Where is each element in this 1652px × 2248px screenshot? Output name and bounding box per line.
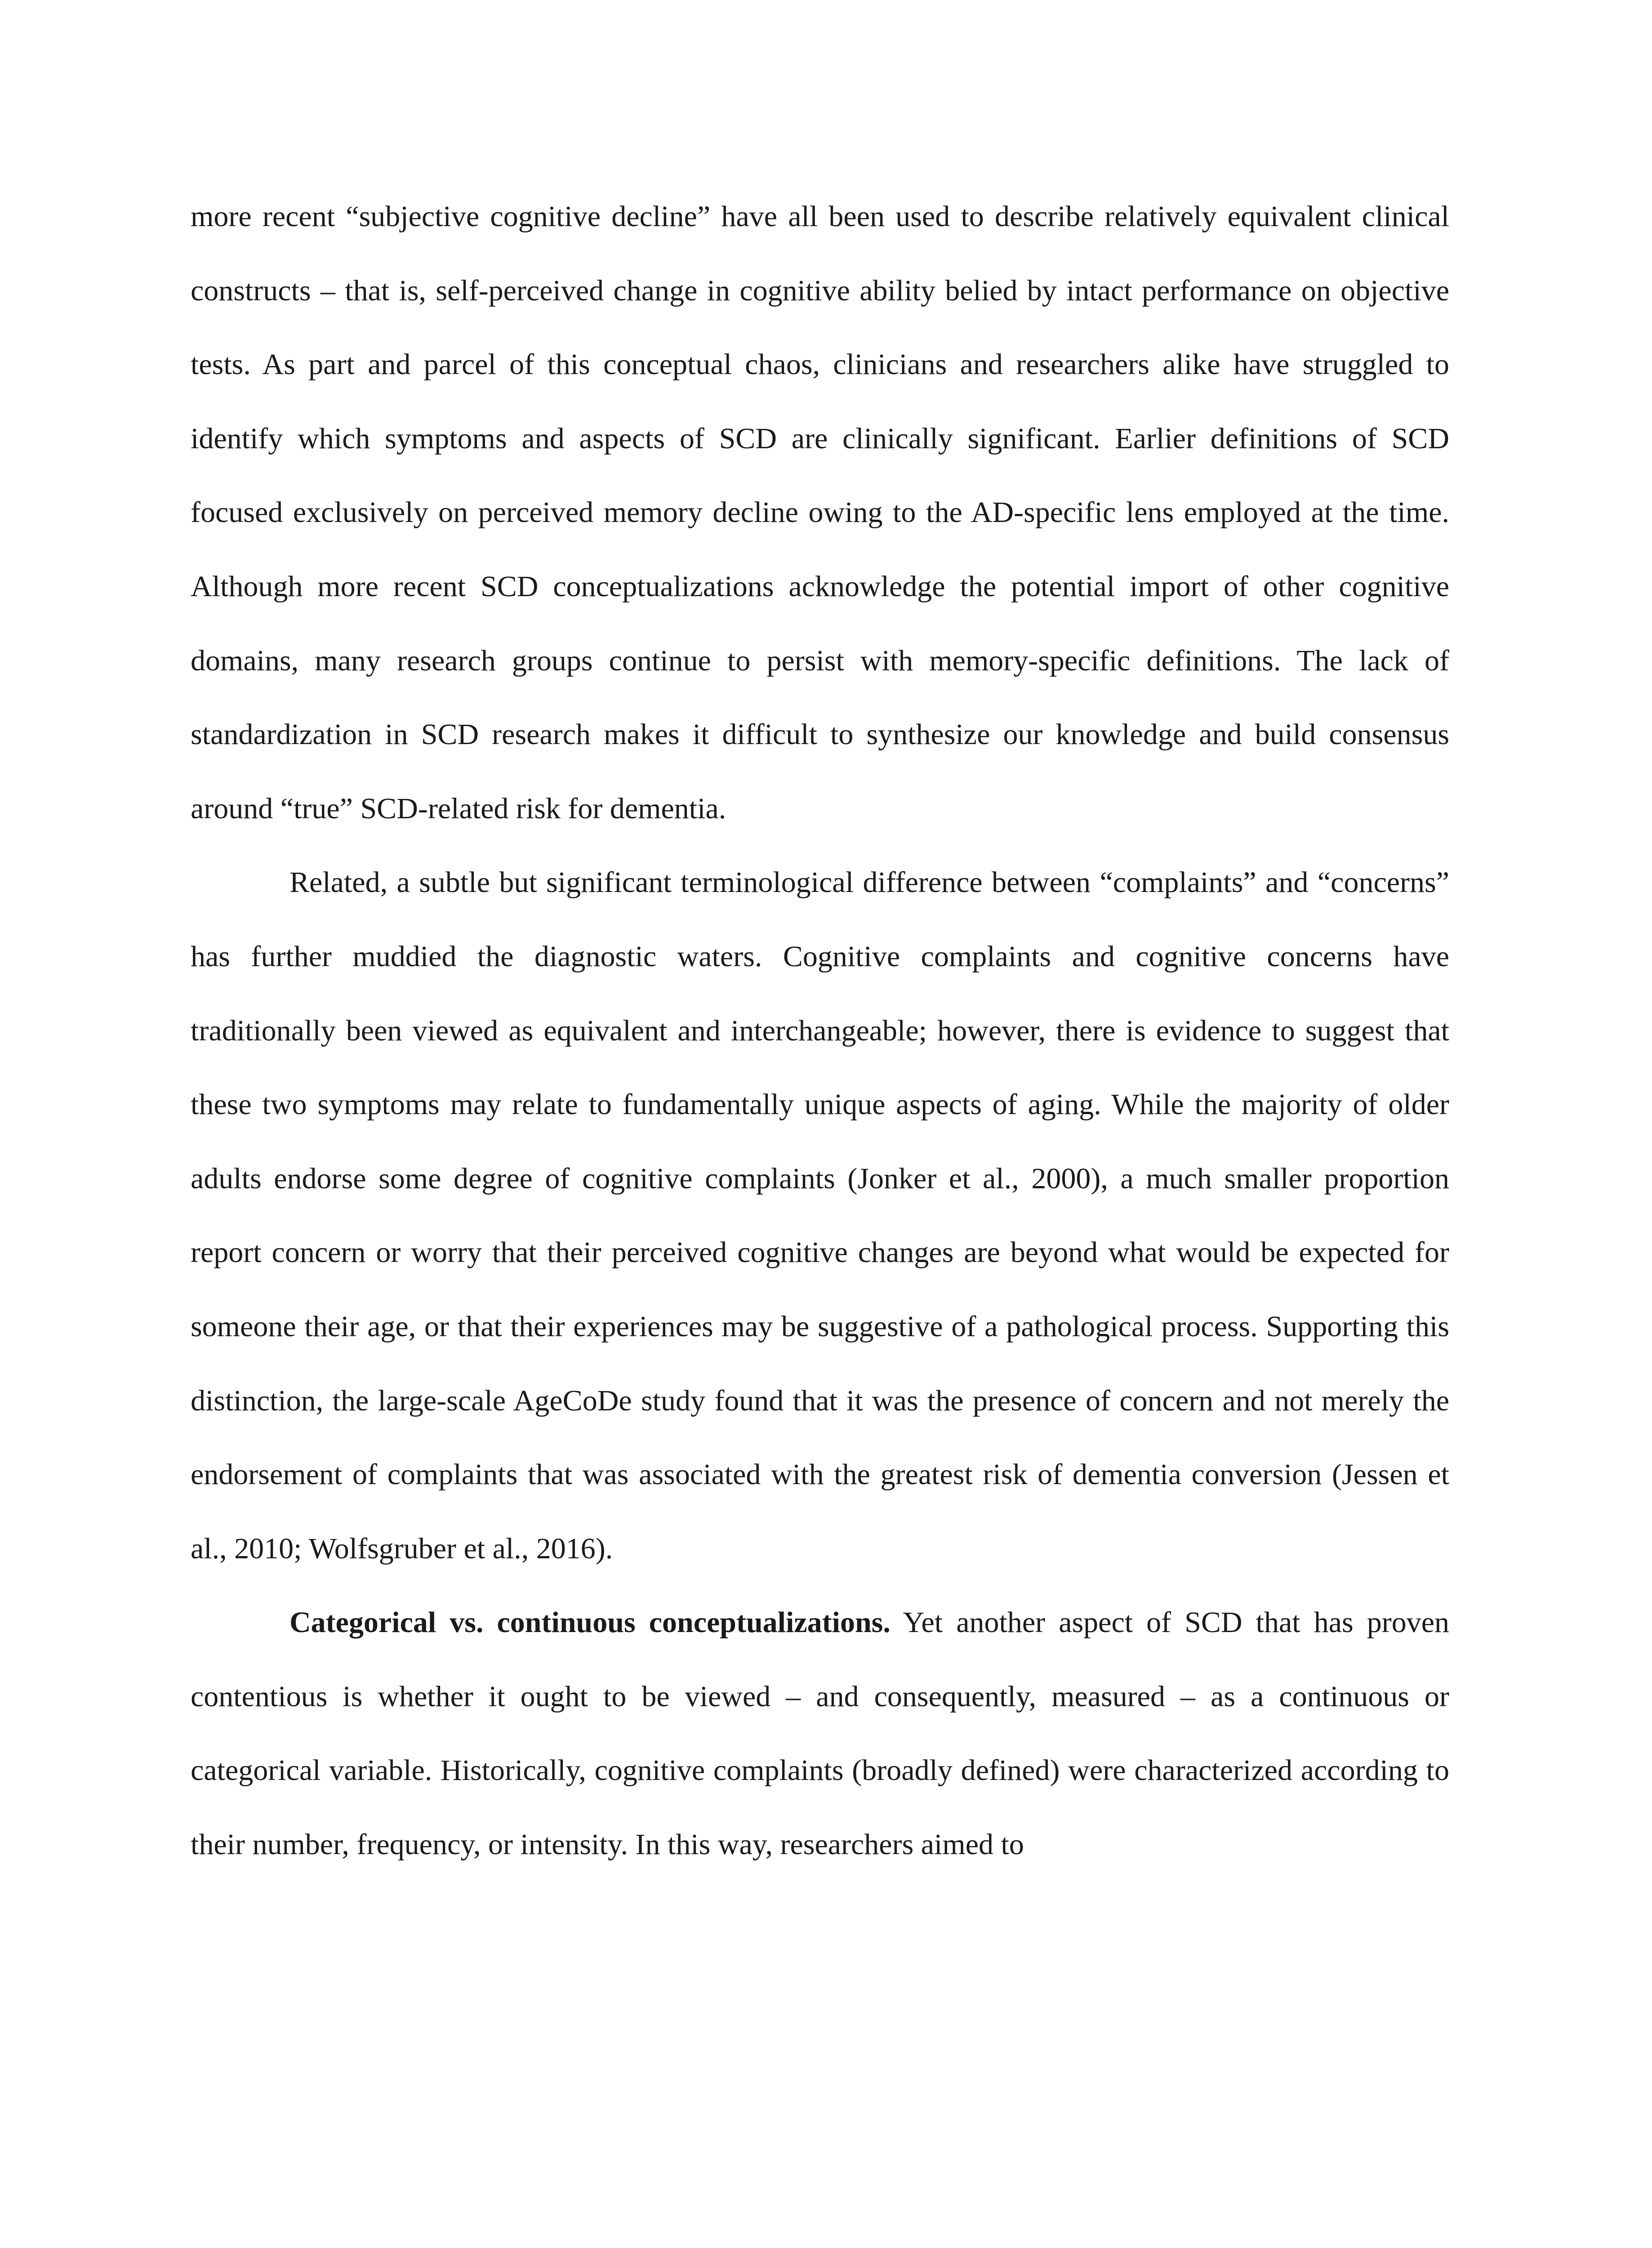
paragraph-complaints-vs-concerns: Related, a subtle but significant terminological difference between “complaints” and “concerns” has further muddied the diagnostic waters. Cognitive complaints and cognitive concerns have traditionally been viewed as equivalent and interchangeable; however, there is evidence to suggest that these two symptoms may relate to fundamentally unique aspects of aging. While the majority of older adults endorse some degree of cognitive complaints (Jonker et al., 2000), a much smaller proportion report concern or worry that their perceived cognitive changes are beyond what would be expected for someone their age, or that their experiences may be suggestive of a pathological process. Supporting this distinction, the large-scale AgeCoDe study found that it was the presence of concern and not merely the endorsement of complaints that was associated with the greatest risk of dementia conversion (Jessen et al., 2010; Wolfsgruber et al., 2016). (191, 866, 1449, 1565)
paragraph-continued: more recent “subjective cognitive decline” have all been used to describe relatively equivalent clinical constructs – that is, self-perceived change in cognitive ability belied by intact performance on objective tests. As part and parcel of this conceptual chaos, clinicians and researchers alike have struggled to identify which symptoms and aspects of SCD are clinically significant. Earlier definitions of SCD focused exclusively on perceived memory decline owing to the AD-specific lens employed at the time. Although more recent SCD conceptualizations acknowledge the potential import of other cognitive domains, many research groups continue to persist with memory-specific definitions. The lack of standardization in SCD research makes it difficult to synthesize our knowledge and build consensus around “true” SCD-related risk for dementia. (191, 200, 1449, 825)
paragraph-categorical-vs-continuous (191, 1586, 1449, 1882)
paragraph-text: Yet another aspect of SCD that has proven contentious is whether it ought to be viewed – and consequently, measured – as a continuous or categorical variable. Historically, cognitive complaints (broadly defined) were characterized according to their number, frequency, or intensity. In this way, researchers aimed to (191, 1606, 1450, 1861)
section-heading: Categorical vs. continuous conceptualizations. (289, 1606, 891, 1639)
body-text (191, 180, 1449, 1882)
